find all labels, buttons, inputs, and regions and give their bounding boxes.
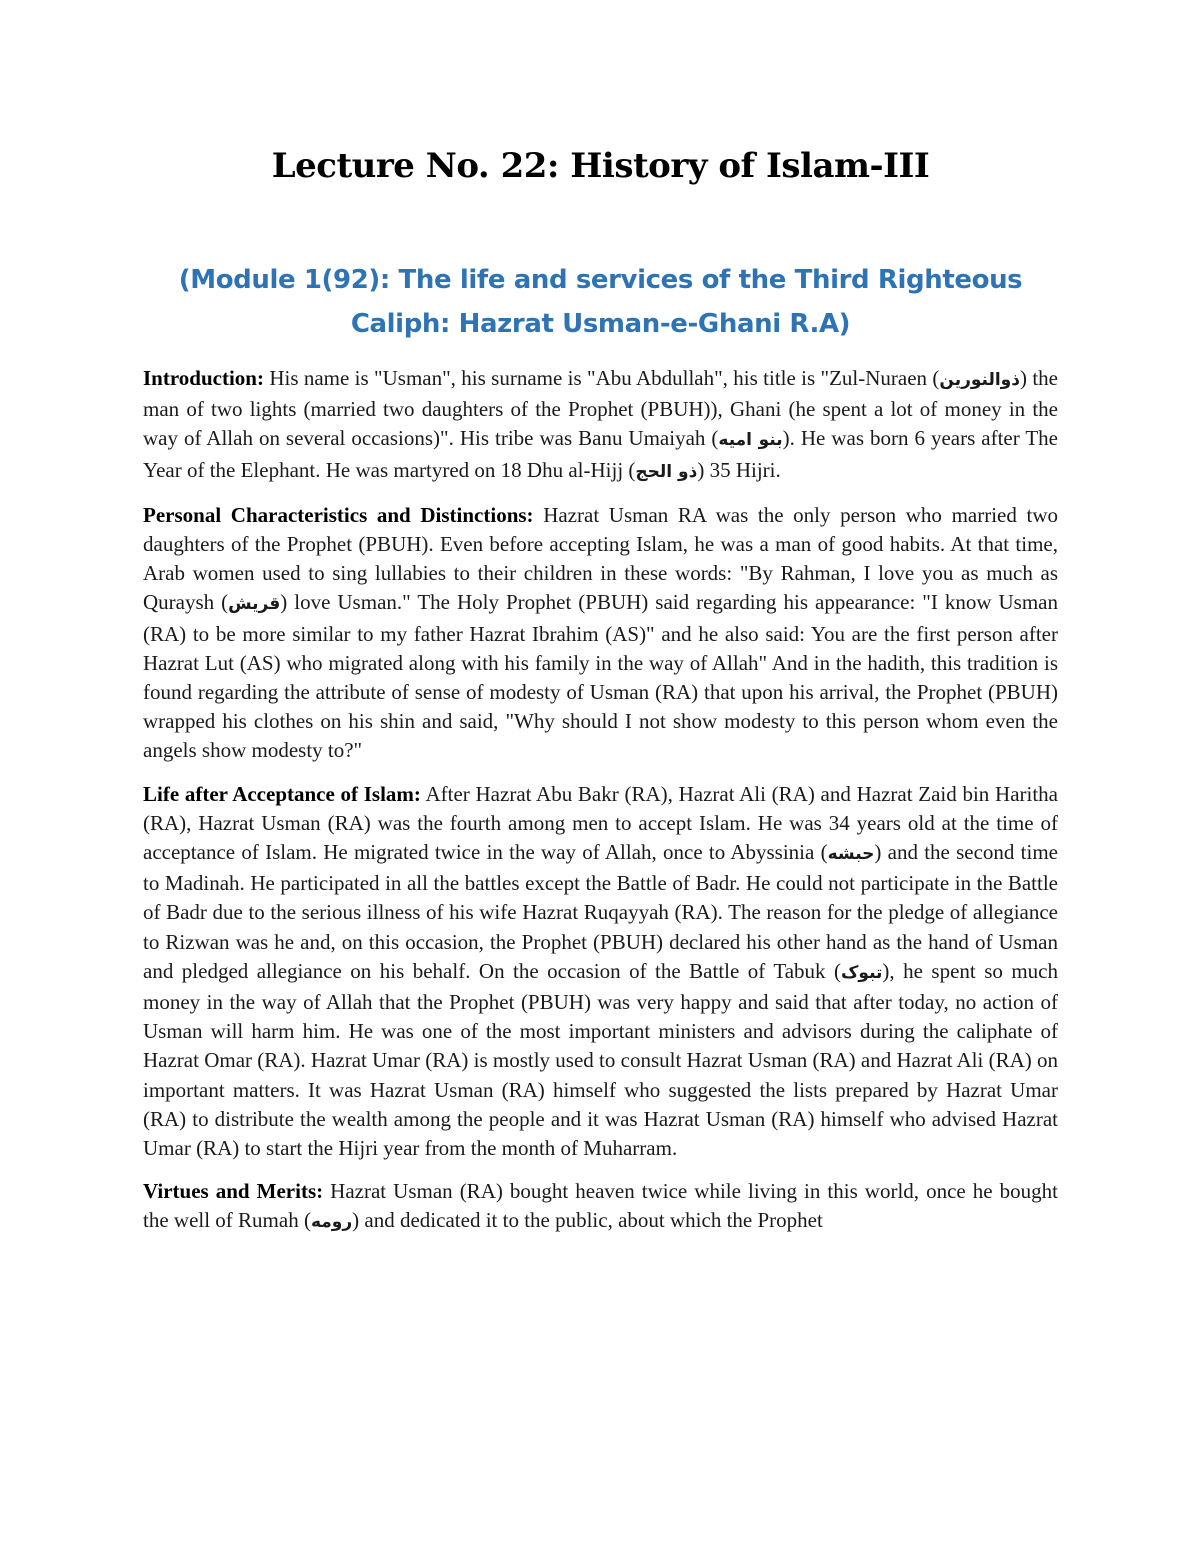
module-subtitle (143, 258, 1058, 346)
personal-characteristics-text-2: ) love Usman." The Holy Prophet (PBUH) said regarding his appearance: "I know Usman (RA) to be more similar to my father Hazrat Ibrahim (AS)" and he also said: You are the first person after Hazrat Lut (AS) who migrated along with his family in the way of Allah" And in the hadith, this tradition is found regarding the attribute of sense of modesty of Usman (RA) that upon his arrival, the Prophet (PBUH) wrapped his clothes on his shin and said, "Why should I not show modesty to this person whom even the angels show modesty to?" (143, 590, 1058, 763)
document-page (143, 0, 1058, 1553)
introduction-heading: Introduction: (143, 366, 264, 390)
document-body (143, 364, 1058, 1252)
lecture-title: Lecture No. 22: History of Islam-III (271, 146, 930, 186)
arabic-term-quraysh: قريش (228, 594, 281, 615)
virtues-paragraph (143, 1177, 1058, 1237)
life-after-islam-text-1: After Hazrat Abu Bakr (RA), Hazrat Ali (RA) and Hazrat Zaid bin Haritha (RA), Hazrat Usman (RA) was the fourth among men to accept Islam. He was 34 years old at the time of acceptance of Islam. He migrated twice in the way of Allah, once to Abyssinia ( (143, 781, 1058, 865)
arabic-term-dhu-al-hijj: ذو الحج (635, 461, 698, 482)
introduction-text-1: His name is "Usman", his surname is "Abu Abdullah", his title is "Zul-Nuraen ( (263, 366, 940, 390)
personal-characteristics-heading: Personal Characteristics and Distinctions: (143, 502, 534, 527)
introduction-text-2: ) the man of two lights (married two daughters of the Prophet (PBUH)), Ghani (he spent a lot of money in the way of Allah on several occasions)". His tribe was Banu Umaiyah ( (143, 366, 1058, 451)
personal-characteristics-text-1: Hazrat Usman RA was the only person who married two daughters of the Prophet (PBUH). Even before accepting Islam, he was a man of good habits. At that time, Arab women used to sing lullabies to their children in these words: "By Rahman, I love you as much as Quraysh ( (143, 502, 1059, 615)
life-after-islam-heading: Life after Acceptance of Islam: (143, 781, 421, 806)
virtues-text-1: Hazrat Usman (RA) bought heaven twice while living in this world, once he bought the well of Rumah ( (143, 1179, 1058, 1233)
personal-characteristics-paragraph (143, 501, 1058, 766)
life-after-islam-text-3: ), he spent so much money in the way of Allah that the Prophet (PBUH) was very happy and said that after today, no action of Usman will harm him. He was one of the most important ministers and advisors during the caliphate of Hazrat Omar (RA). Hazrat Umar (RA) is mostly used to consult Hazrat Usman (RA) and Hazrat Ali (RA) on important matters. It was Hazrat Usman (RA) himself who suggested the lists prepared by Hazrat Umar (RA) to distribute the wealth among the people and it was Hazrat Usman (RA) himself who advised Hazrat Umar (RA) to start the Hijri year from the month of Muharram. (143, 958, 1058, 1161)
arabic-term-abyssinia: حبشه (827, 844, 875, 865)
arabic-term-banu-umaiyah: بنو اميه (718, 430, 783, 451)
arabic-term-rumah: رومه (310, 1212, 353, 1233)
virtues-heading: Virtues and Merits: (143, 1179, 324, 1204)
life-after-islam-paragraph (143, 780, 1058, 1164)
introduction-paragraph (143, 364, 1058, 487)
virtues-text-2: ) and dedicated it to the public, about which the Prophet (352, 1208, 823, 1233)
introduction-text-3: ). He was born 6 years after The Year of the Elephant. He was martyred on 18 Dhu al-Hijj ( (143, 426, 1058, 482)
arabic-term-zul-nuraen: ذوالنورين (939, 370, 1020, 390)
introduction-text-4: ) 35 Hijri. (697, 457, 781, 482)
module-subtitle-line-1: (Module 1(92): The life and services of the Third Righteous (178, 265, 1023, 295)
arabic-term-tabuk: تبوک (841, 962, 883, 983)
module-subtitle-line-2: Caliph: Hazrat Usman-e-Ghani R.A) (350, 309, 851, 339)
life-after-islam-text-2: ) and the second time to Madinah. He participated in all the battles except the Battle of Badr. He could not participate in the Battle of Badr due to the serious illness of his wife Hazrat Ruqayyah (RA). The reason for the pledge of allegiance to Rizwan was he and, on this occasion, the Prophet (PBUH) declared his other hand as the hand of Usman and pledged allegiance on his behalf. On the occasion of the Battle of Tabuk ( (143, 840, 1059, 983)
